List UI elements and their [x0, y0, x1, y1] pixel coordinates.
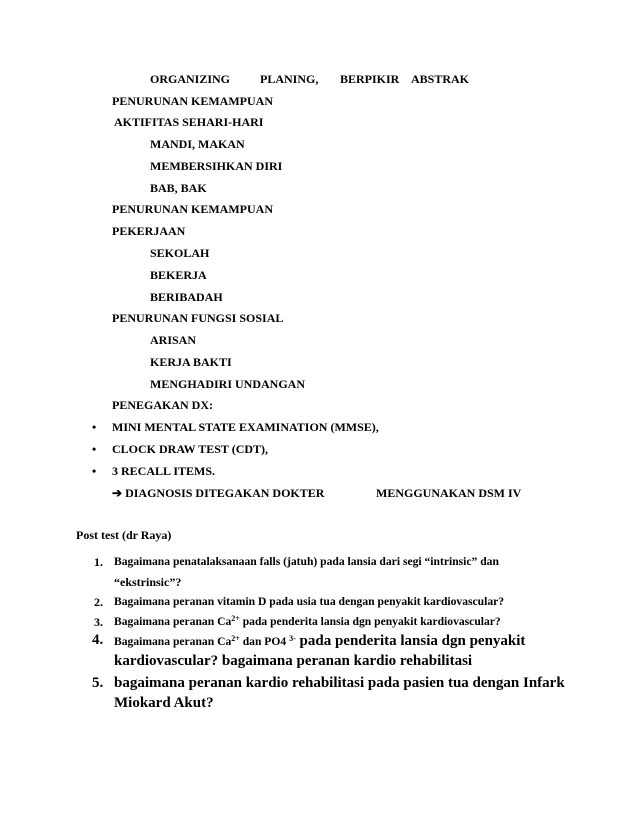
line-beribadah: BERIBADAH — [150, 290, 223, 304]
line-menghadiri: MENGHADIRI UNDANGAN — [150, 377, 305, 391]
question-4-mid: dan PO4 — [239, 635, 290, 648]
question-2-text: Bagaimana peranan vitamin D pada usia tua dengan penyakit kardiovascular? — [114, 595, 505, 608]
question-3-pre: Bagaimana peranan Ca — [114, 615, 232, 628]
line-penurunan-kemampuan-2: PENURUNAN KEMAMPUAN — [112, 202, 273, 216]
diagnosis-left-text: DIAGNOSIS DITEGAKAN DOKTER — [125, 486, 325, 500]
planing-text: PLANING, — [260, 72, 319, 86]
question-3-number: 3. — [94, 615, 103, 629]
line-mandi-makan: MANDI, MAKAN — [150, 137, 245, 151]
post-test-title: Post test (dr Raya) — [76, 528, 172, 542]
abstrak-text: ABSTRAK — [411, 72, 470, 86]
question-1-number: 1. — [94, 555, 103, 569]
question-4-number: 4. — [92, 632, 104, 648]
question-4-sup-1: 2+ — [231, 634, 240, 643]
question-1-line-1: Bagaimana penatalaksanaan falls (jatuh) pada lansia dari segi “intrinsic” dan — [114, 555, 499, 568]
diagnosis-right-text: MENGGUNAKAN DSM IV — [376, 486, 522, 500]
question-5-number: 5. — [92, 675, 104, 691]
question-4-pre: Bagaimana peranan Ca — [114, 635, 232, 648]
line-penegakan: PENEGAKAN DX: — [112, 398, 213, 412]
question-4-sup-2: 3- — [289, 634, 296, 643]
question-5-line-1: bagaimana peranan kardio rehabilitasi pada pasien tua dengan Infark — [114, 675, 565, 691]
arrow-right-icon: ➔ — [112, 486, 123, 500]
bullet-2-symbol: • — [92, 442, 97, 456]
diagnosis-line — [112, 486, 324, 500]
question-3-sup: 2+ — [231, 614, 240, 623]
line-bab-bak: BAB, BAK — [150, 181, 207, 195]
organizing-text: ORGANIZING — [150, 72, 231, 86]
question-4-line-1 — [114, 633, 525, 650]
line-kerja-bakti: KERJA BAKTI — [150, 355, 232, 369]
line-bekerja: BEKERJA — [150, 268, 207, 282]
bullet-3-symbol: • — [92, 464, 97, 478]
bullet-1-text: MINI MENTAL STATE EXAMINATION (MMSE), — [112, 420, 379, 434]
berpikir-text: BERPIKIR — [340, 72, 400, 86]
line-pekerjaan: PEKERJAAN — [112, 224, 186, 238]
line-sekolah: SEKOLAH — [150, 246, 210, 260]
bullet-3-text: 3 RECALL ITEMS. — [112, 464, 216, 478]
bullet-1-symbol: • — [92, 420, 97, 434]
line-penurunan-kemampuan-1: PENURUNAN KEMAMPUAN — [112, 94, 273, 108]
question-3-text — [114, 615, 501, 629]
question-1-line-2: “ekstrinsic”? — [114, 575, 182, 589]
bullet-2-text: CLOCK DRAW TEST (CDT), — [112, 442, 269, 456]
question-3-post: pada penderita lansia dgn penyakit kardiovascular? — [239, 615, 501, 628]
line-arisan: ARISAN — [150, 333, 197, 347]
question-2-number: 2. — [94, 595, 103, 609]
line-aktifitas: AKTIFITAS SEHARI-HARI — [114, 115, 264, 129]
line-penurunan-fungsi: PENURUNAN FUNGSI SOSIAL — [112, 311, 284, 325]
line-membersihkan: MEMBERSIHKAN DIRI — [150, 159, 283, 173]
question-5-line-2: Miokard Akut? — [114, 695, 214, 711]
question-4-big-1: pada penderita lansia dgn penyakit — [295, 633, 526, 649]
question-4-line-2: kardiovascular? bagaimana peranan kardio rehabilitasi — [114, 653, 473, 669]
